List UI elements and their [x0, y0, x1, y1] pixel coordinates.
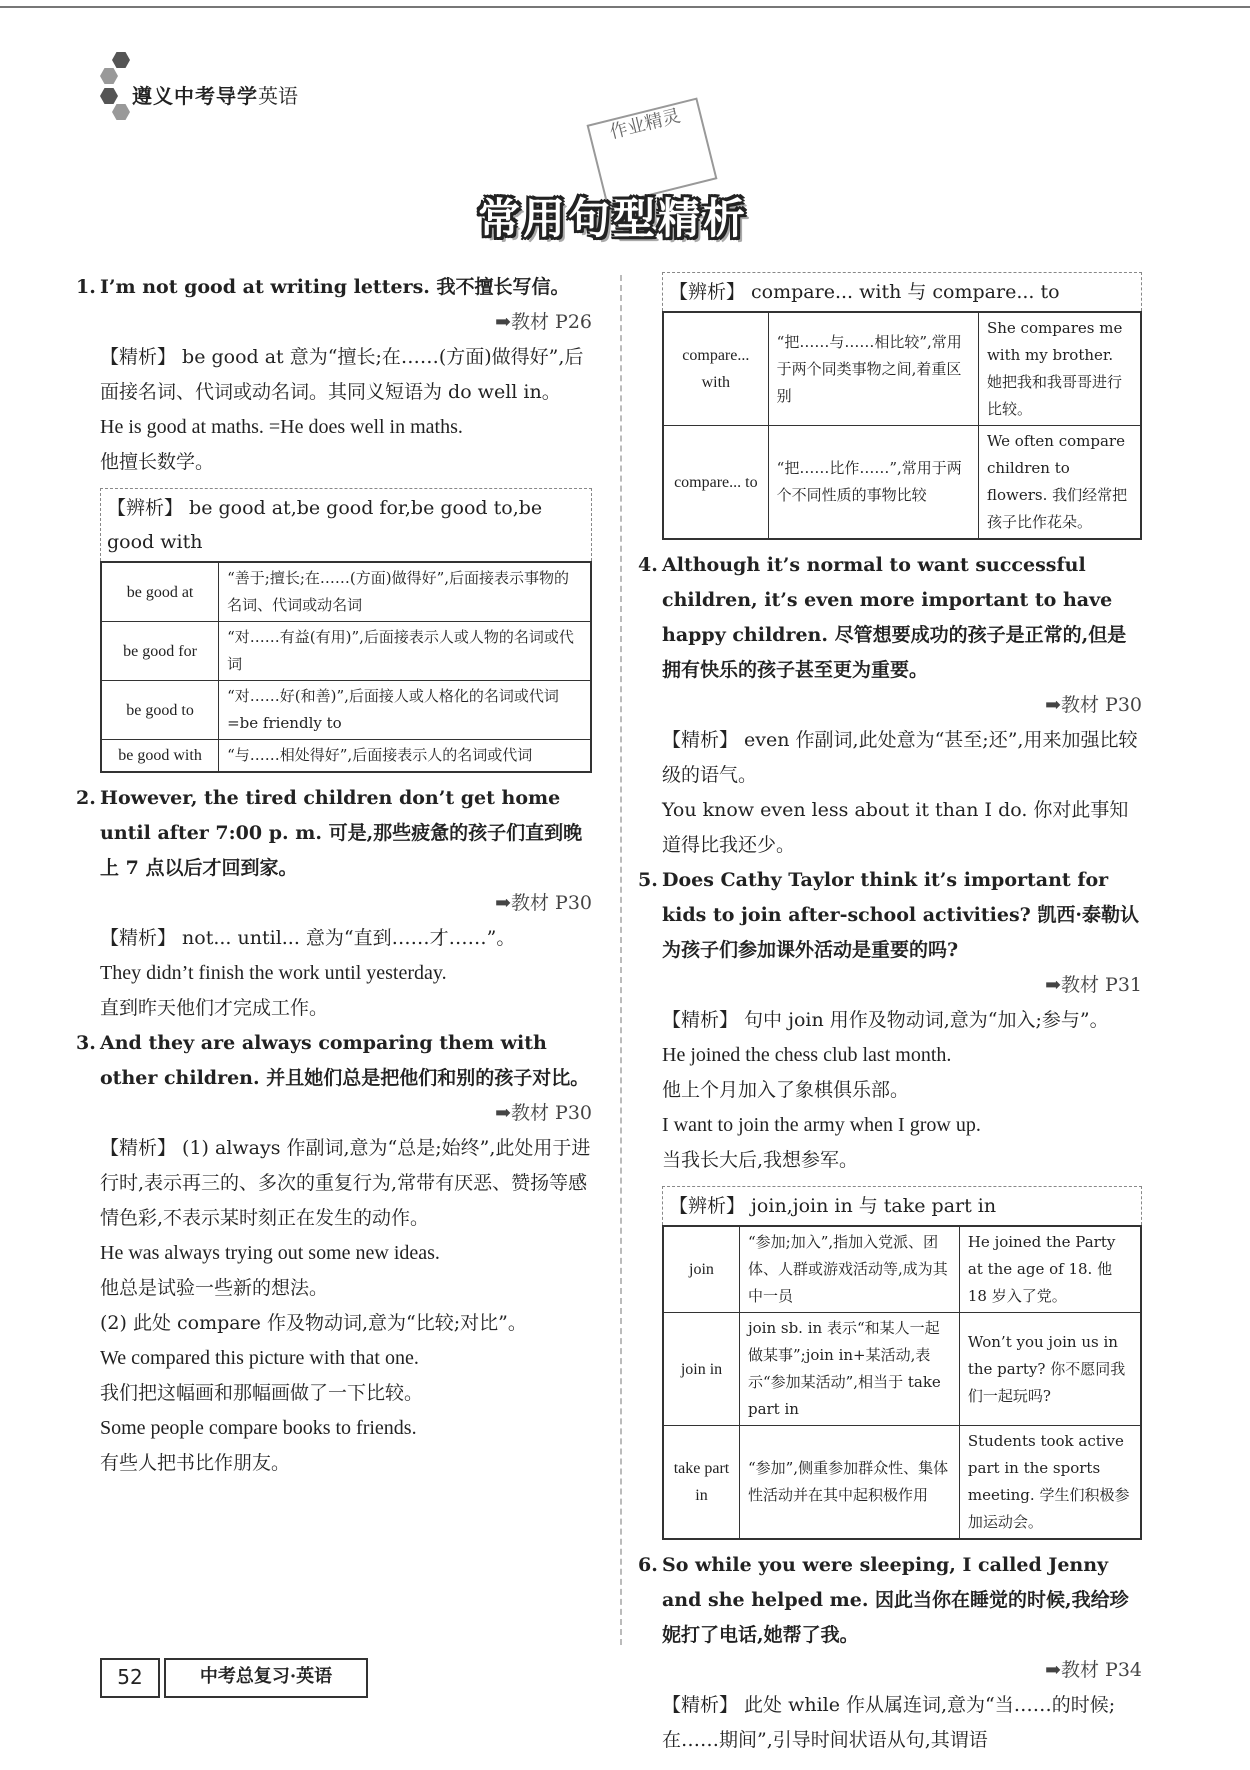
analysis: 【精析】 not... until... 意为“直到……才……”。 — [100, 927, 516, 949]
example-cn: 当我长大后,我想参军。 — [662, 1149, 859, 1171]
sentence-5: 5. Does Cathy Taylor think it’s important for kids to join after-school activities? 凯西·泰勒认为孩子们参加课外活动是重要的吗? — [638, 869, 1140, 961]
table-row — [101, 562, 591, 622]
table-key-cell: be good to — [101, 681, 219, 740]
analysis: (2) 此处 compare 作及物动词,意为“比较;对比”。 — [100, 1312, 527, 1334]
example-en: Some people compare books to friends. — [100, 1417, 417, 1439]
watermark-stamp: 作业精灵 — [587, 97, 718, 206]
table-cell: He joined the Party at the age of 18. 他 18 岁入了党。 — [959, 1226, 1141, 1313]
table-cell: “对……有益(有用)”,后面接表示人或人物的名词或代词 — [219, 622, 591, 681]
example: You know even less about it than I do. 你对此事知道得比我还少。 — [662, 799, 1129, 856]
analysis: 【精析】 be good at 意为“擅长;在……(方面)做得好”,后面接名词、代词或动名词。其同义短语为 do well in。 — [100, 346, 584, 403]
column-divider — [620, 275, 622, 1645]
textbook-ref: ➡教材 P34 — [1045, 1659, 1142, 1681]
table-cell: “把……与……相比较”,常用于两个同类事物之间,着重区别 — [768, 312, 978, 426]
table-row — [101, 622, 591, 681]
textbook-ref: ➡教材 P30 — [1045, 694, 1142, 716]
table-row — [663, 426, 1141, 540]
analysis: 【精析】 句中 join 用作及物动词,意为“加入;参与”。 — [662, 1009, 1109, 1031]
table-key-cell: take part in — [663, 1426, 739, 1540]
example-cn: 有些人把书比作朋友。 — [100, 1452, 291, 1474]
analysis: 【精析】 (1) always 作副词,意为“总是;始终”,此处用于进行时,表示再三的、多次的重复行为,常带有厌恶、赞扬等感情色彩,不表示某时刻正在发生的动作。 — [100, 1137, 591, 1229]
brand-subject: 英语 — [258, 84, 298, 108]
comparison-heading: 【辨析】 compare... with 与 compare... to — [662, 272, 1142, 311]
hex-decoration-icon — [112, 52, 130, 68]
comparison-heading: 【辨析】 be good at,be good for,be good to,be good with — [100, 488, 592, 561]
sentence-2: 2. However, the tired children don’t get home until after 7:00 p. m. 可是,那些疲惫的孩子们直到晚上 7 点以后才回到家。 — [76, 787, 583, 879]
example-cn: 他总是试验一些新的想法。 — [100, 1277, 329, 1299]
example-cn: 他擅长数学。 — [100, 451, 215, 473]
table-row — [101, 681, 591, 740]
page-number: 52 — [100, 1658, 160, 1698]
textbook-ref: ➡教材 P30 — [495, 1102, 592, 1124]
table-key-cell: be good for — [101, 622, 219, 681]
comparison-table — [662, 1225, 1142, 1540]
example-en: We compared this picture with that one. — [100, 1347, 419, 1369]
example-cn: 我们把这幅画和那幅画做了一下比较。 — [100, 1382, 424, 1404]
table-cell: “参加”,侧重参加群众性、集体性活动并在其中起积极作用 — [739, 1426, 959, 1540]
table-cell: “把……比作……”,常用于两个不同性质的事物比较 — [768, 426, 978, 540]
textbook-ref: ➡教材 P31 — [1045, 974, 1142, 996]
right-column — [638, 272, 1142, 1758]
example-en: I want to join the army when I grow up. — [662, 1114, 981, 1136]
table-cell: “与……相处得好”,后面接表示人的名词或代词 — [219, 740, 591, 773]
hex-decoration-icon — [112, 104, 130, 120]
hex-decoration-icon — [100, 68, 118, 84]
textbook-ref: ➡教材 P26 — [495, 311, 592, 333]
table-row — [663, 1313, 1141, 1426]
textbook-ref: ➡教材 P30 — [495, 892, 592, 914]
table-row — [663, 1426, 1141, 1540]
comparison-heading: 【辨析】 join,join in 与 take part in — [662, 1186, 1142, 1225]
sentence-4: 4. Although it’s normal to want successful children, it’s even more important to have happy children. 尽管想要成功的孩子是正常的,但是拥有快乐的孩子甚至更为重要。 — [638, 554, 1127, 681]
analysis: 【精析】 此处 while 作从属连词,意为“当……的时候;在……期间”,引导时间状语从句,其谓语 — [662, 1694, 1116, 1751]
table-key-cell: compare... with — [663, 312, 768, 426]
comparison-table — [662, 311, 1142, 540]
left-column — [76, 270, 592, 1481]
table-row — [663, 1226, 1141, 1313]
example-en: He joined the chess club last month. — [662, 1044, 952, 1066]
sentence-1: 1. I’m not good at writing letters. 我不擅长写信。 — [76, 276, 570, 298]
brand-header — [100, 52, 360, 122]
table-cell: “参加;加入”,指加入党派、团体、人群或游戏活动等,成为其中一员 — [739, 1226, 959, 1313]
example-cn: 直到昨天他们才完成工作。 — [100, 997, 329, 1019]
table-row — [101, 740, 591, 773]
example-en: They didn’t finish the work until yesterday. — [100, 962, 447, 984]
table-key-cell: join — [663, 1226, 739, 1313]
table-cell: Won’t you join us in the party? 你不愿同我们一起玩吗? — [959, 1313, 1141, 1426]
brand-title: 遵义中考导学 — [132, 84, 258, 108]
table-cell: She compares me with my brother. 她把我和我哥哥进行比较。 — [978, 312, 1141, 426]
sentence-3: 3. And they are always comparing them with other children. 并且她们总是把他们和别的孩子对比。 — [76, 1032, 590, 1089]
sentence-6: 6. So while you were sleeping, I called Jenny and she helped me. 因此当你在睡觉的时候,我给珍妮打了电话,她帮了我。 — [638, 1554, 1129, 1646]
table-key-cell: be good with — [101, 740, 219, 773]
comparison-table — [100, 561, 592, 773]
hex-decoration-icon — [100, 88, 118, 104]
table-cell: Students took active part in the sports meeting. 学生们积极参加运动会。 — [959, 1426, 1141, 1540]
table-cell: join sb. in 表示“和某人一起做某事”;join in+某活动,表示“参加某活动”,相当于 take part in — [739, 1313, 959, 1426]
section-title: 常用句型精析 — [478, 194, 749, 243]
table-key-cell: be good at — [101, 562, 219, 622]
table-cell: “善于;擅长;在……(方面)做得好”,后面接表示事物的名词、代词或动名词 — [219, 562, 591, 622]
example-en: He is good at maths. =He does well in maths. — [100, 416, 463, 438]
example-cn: 他上个月加入了象棋俱乐部。 — [662, 1079, 910, 1101]
top-rule — [0, 6, 1250, 8]
example-en: He was always trying out some new ideas. — [100, 1242, 440, 1264]
book-title: 中考总复习·英语 — [164, 1658, 368, 1698]
table-key-cell: join in — [663, 1313, 739, 1426]
table-cell: We often compare children to flowers. 我们经常把孩子比作花朵。 — [978, 426, 1141, 540]
table-key-cell: compare... to — [663, 426, 768, 540]
table-cell: “对……好(和善)”,后面接人或人格化的名词或代词=be friendly to — [219, 681, 591, 740]
analysis: 【精析】 even 作副词,此处意为“甚至;还”,用来加强比较级的语气。 — [662, 729, 1138, 786]
table-row — [663, 312, 1141, 426]
